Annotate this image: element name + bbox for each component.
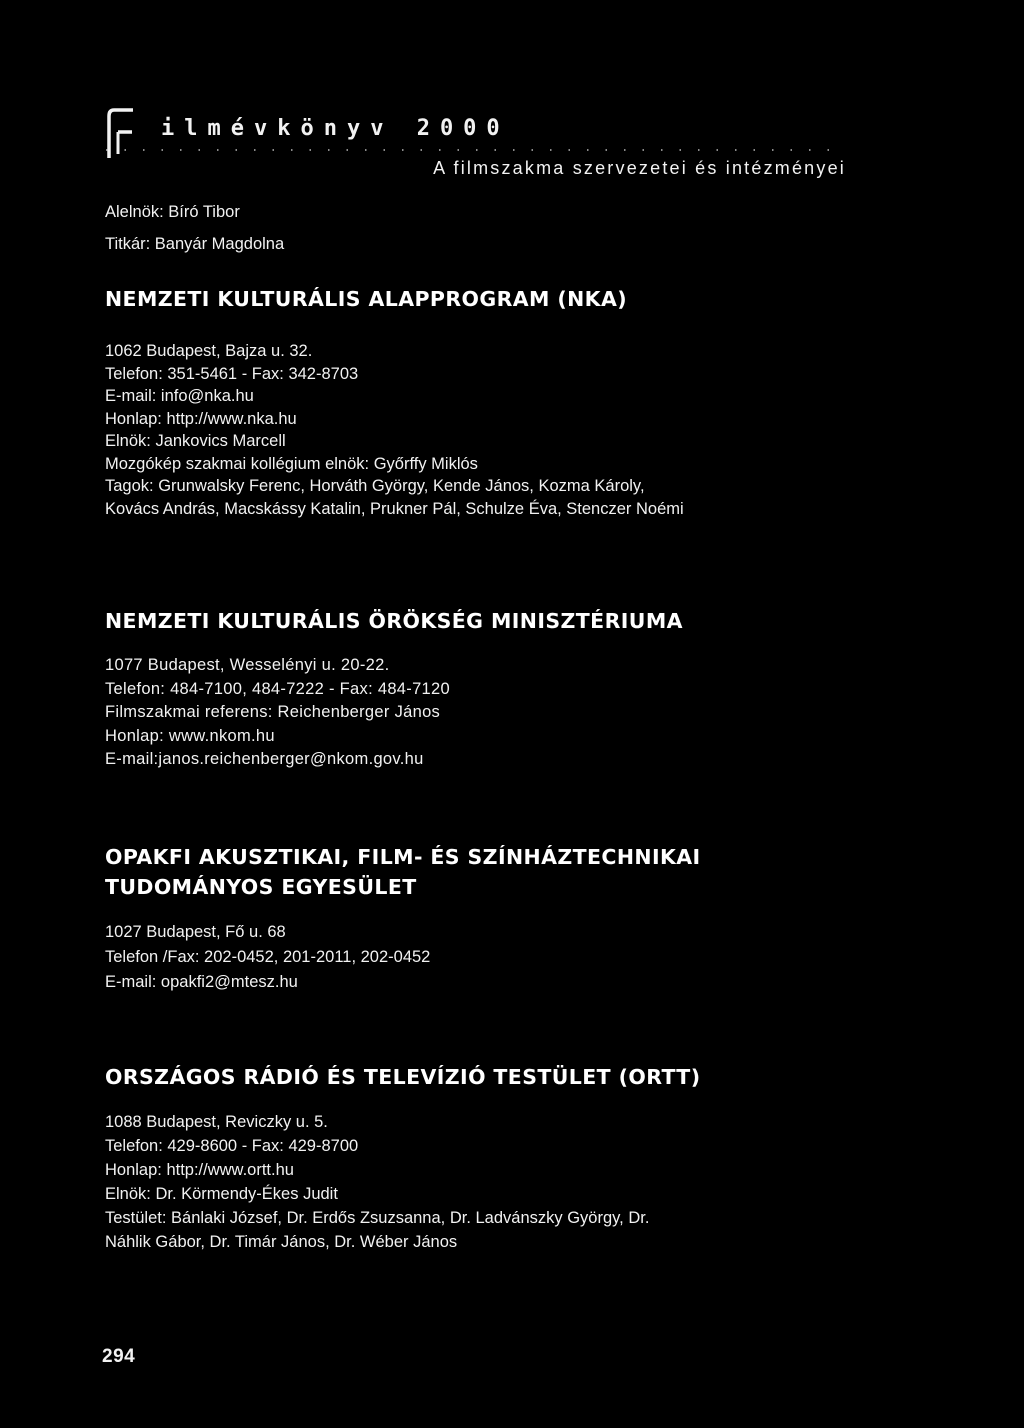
section-nkom-details bbox=[105, 654, 885, 772]
org-title: NEMZETI KULTURÁLIS ALAPPROGRAM (NKA) bbox=[105, 287, 628, 311]
detail-line: Testület: Bánlaki József, Dr. Erdős Zsuzsanna, Dr. Ladvánszky György, Dr. bbox=[105, 1209, 650, 1227]
org-title bbox=[105, 842, 885, 902]
header bbox=[106, 106, 846, 176]
detail-line: Filmszakmai referens: Reichenberger János bbox=[105, 703, 441, 721]
detail-line: 1027 Budapest, Fő u. 68 bbox=[105, 923, 286, 941]
org-title: ORSZÁGOS RÁDIÓ ÉS TELEVÍZIÓ TESTÜLET (ORTT) bbox=[105, 1065, 701, 1089]
officer-line: Titkár: Banyár Magdolna bbox=[105, 235, 285, 253]
detail-line: Telefon: 484-7100, 484-7222 - Fax: 484-7120 bbox=[105, 679, 450, 698]
detail-line: Kovács András, Macskássy Katalin, Prukner Pál, Schulze Éva, Stenczer Noémi bbox=[105, 499, 684, 518]
book-title: ilmévkönyv 2000 bbox=[161, 116, 510, 141]
detail-line: 1077 Budapest, Wesselényi u. 20-22. bbox=[105, 656, 390, 674]
section-ortt bbox=[105, 1064, 885, 1091]
detail-line: Honlap: http://www.ortt.hu bbox=[105, 1161, 294, 1179]
detail-line: Elnök: Dr. Körmendy-Ékes Judit bbox=[105, 1185, 338, 1203]
detail-line: Honlap: http://www.nka.hu bbox=[105, 409, 297, 428]
officer-line: Alelnök: Bíró Tibor bbox=[105, 203, 240, 221]
section-opakfi bbox=[105, 842, 885, 902]
detail-line: E-mail: opakfi2@mtesz.hu bbox=[105, 973, 298, 991]
detail-line: Telefon: 429-8600 - Fax: 429-8700 bbox=[105, 1137, 359, 1155]
detail-line: E-mail:janos.reichenberger@nkom.gov.hu bbox=[105, 750, 424, 768]
dotted-rule bbox=[106, 148, 841, 152]
detail-line: Telefon /Fax: 202-0452, 201-2011, 202-0452 bbox=[105, 948, 431, 966]
detail-line: Mozgókép szakmai kollégium elnök: Győrffy Miklós bbox=[105, 454, 478, 473]
section-ortt-details bbox=[105, 1110, 885, 1254]
detail-line: Náhlik Gábor, Dr. Timár János, Dr. Wéber János bbox=[105, 1233, 458, 1251]
detail-line: E-mail: info@nka.hu bbox=[105, 387, 254, 405]
detail-line: Elnök: Jankovics Marcell bbox=[105, 432, 286, 450]
org-title-line: TUDOMÁNYOS EGYESÜLET bbox=[105, 875, 417, 899]
detail-line: 1088 Budapest, Reviczky u. 5. bbox=[105, 1113, 328, 1131]
org-title: NEMZETI KULTURÁLIS ÖRÖKSÉG MINISZTÉRIUMA bbox=[105, 609, 683, 633]
section-nka-details bbox=[105, 340, 885, 520]
section-nkom bbox=[105, 608, 885, 635]
detail-line: Telefon: 351-5461 - Fax: 342-8703 bbox=[105, 364, 359, 383]
detail-line: Tagok: Grunwalsky Ferenc, Horváth György, Kende János, Kozma Károly, bbox=[105, 477, 645, 495]
book-subtitle: A filmszakma szervezetei és intézményei bbox=[433, 158, 846, 178]
section-nka bbox=[105, 286, 885, 313]
section-opakfi-details bbox=[105, 920, 885, 995]
detail-line: Honlap: www.nkom.hu bbox=[105, 726, 275, 745]
detail-line: 1062 Budapest, Bajza u. 32. bbox=[105, 342, 313, 360]
org-title-line: OPAKFI AKUSZTIKAI, FILM- ÉS SZÍNHÁZTECHNIKAI bbox=[105, 845, 701, 869]
page-number: 294 bbox=[102, 1346, 136, 1367]
top-officers bbox=[105, 196, 885, 260]
